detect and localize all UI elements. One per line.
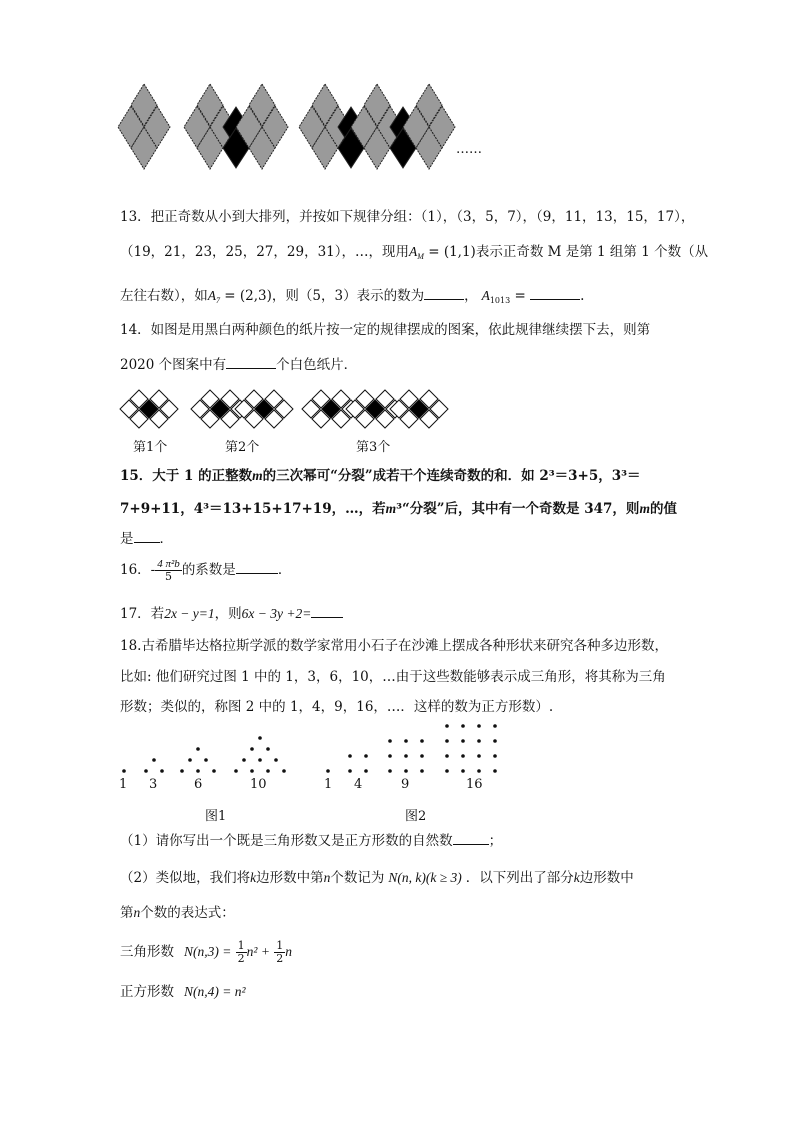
q18-triangle-formula: [120, 940, 292, 965]
square-stone: [404, 769, 408, 773]
square-stone: [388, 769, 392, 773]
q15-line1: [120, 466, 641, 486]
triangle-stone: [204, 758, 208, 762]
triangle-stone: [144, 769, 148, 773]
square-stone: [388, 754, 392, 758]
triangle-formula-mid: n² +: [246, 944, 270, 959]
triangle-stone: [242, 758, 246, 762]
q15-line1-text-a: 15．大于 1 的正整数: [120, 468, 253, 484]
q13-answer-blank-2[interactable]: [530, 285, 580, 300]
q18-n-n-k-expression: N(n, k)(k ≥ 3): [388, 870, 462, 885]
triangle-stone: [160, 769, 164, 773]
square-stone: [420, 754, 424, 758]
square-stone: [388, 739, 392, 743]
triangle-stone: [258, 736, 262, 740]
q13-line3-comma: ，: [464, 288, 478, 304]
q13-a1013-symbol: A: [481, 288, 490, 303]
square-stone: [493, 739, 497, 743]
q18-sub1: [120, 830, 502, 851]
triangle-stone: [234, 769, 238, 773]
q13-line3: [120, 285, 584, 311]
square-number-label: 正方形数: [120, 984, 174, 1000]
q18-n-variable: n: [323, 870, 331, 885]
q15-answer-blank[interactable]: [134, 528, 160, 543]
triangle-stone: [250, 769, 254, 773]
triangle-stone: [196, 747, 200, 751]
triangle-fraction-1: [236, 940, 247, 965]
q13-a-m-subscript: M: [417, 252, 424, 261]
q15-line1-text-b: 的三次幂可“分裂”成若干个连续奇数的和．如 2³＝3+5，3³＝: [262, 468, 641, 484]
q18-line3: 形数；类似的，称图 2 中的 1，4，9，16，…．这样的数为正方形数）.: [120, 699, 554, 715]
square-stone: [445, 739, 449, 743]
q15-line2-text-c: 的值: [649, 501, 677, 517]
sq-label-16: 16: [466, 777, 483, 792]
q14-tile-figure: [0, 380, 794, 440]
q18-square-formula: [120, 982, 246, 1002]
tri-label-1: 1: [119, 777, 128, 792]
q13-line3-text-a: 左往右数），如: [120, 288, 208, 304]
q17-mid: ，则: [214, 606, 242, 622]
triangle-fraction-1-den: 2: [237, 952, 245, 965]
triangle-stone: [266, 747, 270, 751]
q16-answer-blank[interactable]: [236, 559, 278, 574]
triangle-fraction-2: [274, 940, 285, 965]
triangle-stone: [152, 758, 156, 762]
triangle-stone: [122, 769, 126, 773]
q18-sub1-text: （1）请你写出一个既是三角形数又是正方形数的自然数: [120, 833, 453, 849]
triangle-formula-end: n: [285, 944, 292, 959]
square-stone: [477, 754, 481, 758]
figure-1-caption: 图1: [205, 809, 227, 824]
q15-line2-text-b: ³“分裂”后，其中有一个奇数是 347，则: [396, 501, 640, 517]
q14-label-1: 第1个: [133, 440, 168, 455]
square-stone: [493, 724, 497, 728]
q16-prefix: 16．-: [120, 562, 156, 578]
q18-sub2-text-c: 个数记为: [330, 870, 385, 886]
square-stone: [348, 769, 352, 773]
square-stone: [364, 769, 368, 773]
square-stone: [445, 754, 449, 758]
q16-suffix: 的系数是: [181, 562, 236, 578]
figurate-dots-figure: [0, 715, 794, 785]
q15-line3-text-a: 是: [120, 531, 134, 547]
q18-nth-text: 个数的表达式：: [140, 905, 235, 921]
q13-line2-text-b: 表示正奇数 M 是第 1 组第 1 个数（从: [475, 244, 709, 260]
square-stone: [493, 754, 497, 758]
triangle-stone: [258, 758, 262, 762]
tri-label-10: 10: [250, 777, 267, 792]
square-formula: N(n,4) = n²: [184, 984, 246, 999]
q13-a-m-value: = (1,1): [423, 244, 476, 260]
q14-line1: 14．如图是用黑白两种颜色的纸片按一定的规律摆成的图案，依此规律继续摆下去，则第: [120, 322, 651, 338]
rhombus-pattern-figure: [0, 0, 794, 200]
q13-line1: 13．把正奇数从小到大排列，并按如下规律分组：（1），（3，5，7），（9，11，13，15，17），: [120, 209, 695, 225]
triangle-stone: [274, 758, 278, 762]
square-stone: [493, 769, 497, 773]
q18-sub1-end: ；: [488, 833, 503, 849]
q16-fraction-denominator: 5: [165, 570, 173, 583]
q15-m-variable-2: m: [385, 501, 397, 516]
square-stone: [477, 739, 481, 743]
q15-line2-text-a: 7+9+11，4³＝13+15+17+19，…，若: [120, 501, 386, 517]
q15-line3: [120, 528, 173, 549]
q14-label-3: 第3个: [356, 440, 391, 455]
triangle-stone: [180, 769, 184, 773]
triangle-fraction-2-den: 2: [276, 952, 284, 965]
q13-a1013-subscript: 1013: [489, 296, 511, 305]
square-stone: [445, 769, 449, 773]
square-stone: [404, 739, 408, 743]
q13-a7-subscript: 7: [216, 296, 220, 305]
q15-m-variable: m: [252, 468, 263, 483]
q17-expression-1: 2x − y=1: [164, 606, 215, 621]
triangle-stone: [196, 769, 200, 773]
figure-2-caption: 图2: [405, 809, 427, 824]
q15-line3-end: ．: [159, 531, 173, 547]
triangle-fraction-2-num: 1: [276, 939, 284, 952]
square-stone: [326, 769, 330, 773]
triangle-stone: [266, 769, 270, 773]
square-stone: [404, 754, 408, 758]
q18-sub2-text-a: （2）类似地，我们将: [120, 870, 251, 886]
tri-label-3: 3: [149, 777, 158, 792]
tri-label-6: 6: [194, 777, 203, 792]
q18-line2: 比如: 他们研究过图 1 中的 1，3，6，10，…由于这些数能够表示成三角形，将其称为三角: [120, 669, 666, 685]
triangle-fraction-1-num: 1: [237, 939, 245, 952]
q17-line: [120, 603, 343, 624]
q18-line1: 18.古希腊毕达格拉斯学派的数学家常用小石子在沙滩上摆成各种形状来研究各种多边形数，: [120, 638, 668, 654]
square-stone: [461, 769, 465, 773]
q18-sub2-text-e: 边形数中: [579, 870, 634, 886]
q18-k-variable-2: k: [573, 870, 580, 885]
q15-m-variable-3: m: [639, 501, 650, 516]
q16-line: [120, 558, 291, 583]
q18-sub2-text-d: ．以下列出了部分: [465, 870, 574, 886]
triangle-stone: [250, 747, 254, 751]
q18-nth-line: [120, 903, 235, 923]
square-stone: [461, 754, 465, 758]
square-stone: [348, 754, 352, 758]
q14-line2: [120, 354, 357, 375]
q16-fraction: [155, 558, 182, 583]
square-stone: [420, 739, 424, 743]
q17-prefix: 17．若: [120, 606, 165, 622]
q13-a1013-eq: =: [510, 288, 531, 304]
triangle-stone: [188, 758, 192, 762]
triangle-formula-lhs: N(n,3) =: [184, 944, 232, 959]
square-stone: [477, 769, 481, 773]
q18-sub2-text-b: 边形数中第: [256, 870, 324, 886]
q13-a7-symbol: A: [207, 288, 216, 303]
square-stone: [461, 724, 465, 728]
triangle-number-label: 三角形数: [120, 944, 174, 960]
square-stone: [445, 724, 449, 728]
triangle-stone: [282, 769, 286, 773]
q16-end: ．: [277, 562, 292, 578]
q14-line2-text-b: 个白色纸片．: [276, 357, 358, 373]
q15-line2: [120, 499, 677, 519]
pattern-ellipsis: ……: [456, 142, 482, 157]
q18-sub1-answer-blank[interactable]: [453, 830, 489, 845]
q14-line2-text-a: 2020 个图案中有: [120, 357, 227, 373]
q13-line2-text-a: （19，21，23，25，27，29，31），…，现用: [120, 244, 409, 260]
q18-nth-n: n: [133, 905, 141, 920]
q18-nth-prefix: 第: [120, 905, 134, 921]
q17-answer-blank[interactable]: [311, 603, 343, 618]
q13-line3-text-b: ，则（5，3）表示的数为: [271, 288, 425, 304]
q13-line3-end: .: [580, 288, 585, 304]
square-stone: [364, 754, 368, 758]
sq-label-4: 4: [354, 777, 363, 792]
square-stone: [477, 724, 481, 728]
square-stone: [461, 739, 465, 743]
q14-answer-blank[interactable]: [226, 354, 276, 369]
q13-a7-value: = (2,3): [220, 288, 272, 304]
q17-expression-2: 6x − 3y +2=: [241, 606, 312, 621]
q14-label-2: 第2个: [225, 440, 260, 455]
triangle-stone: [212, 769, 216, 773]
q18-sub2: [120, 868, 634, 888]
sq-label-9: 9: [401, 777, 410, 792]
q16-fraction-numerator: 4 π²b: [157, 558, 180, 570]
q13-line2: [120, 242, 708, 267]
square-stone: [420, 769, 424, 773]
q18-k-variable: k: [250, 870, 257, 885]
sq-label-1: 1: [324, 777, 333, 792]
q13-answer-blank-1[interactable]: [424, 285, 464, 300]
q13-a-m-symbol: A: [409, 244, 418, 259]
